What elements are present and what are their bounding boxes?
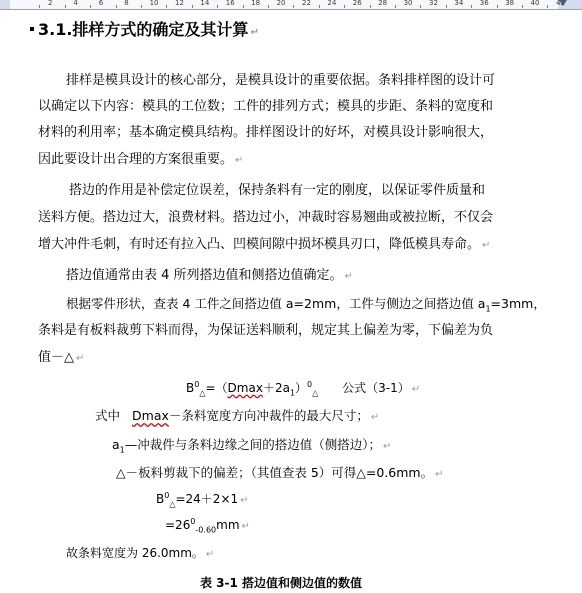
horizontal-ruler[interactable]: [0, 0, 582, 10]
para2-line-3: 增大冲件毛刺，有时还有拉入凸、凹模间隙中损坏模具刃口，降低模具寿命。 ↵: [38, 237, 491, 252]
ruler-tick: [166, 5, 167, 8]
ruler-number: 40: [530, 0, 540, 7]
ruler-number: 32: [429, 0, 438, 7]
paragraph-mark-icon: ↵: [250, 27, 259, 38]
para4-line-1: 根据零件形状，查表 4 工件之间搭边值 a=2mm，工件与侧边之间搭边值 $a_1=3mm$，: [66, 296, 546, 314]
ruler-tick: [39, 5, 40, 8]
paragraph-mark-icon: ↵: [235, 155, 244, 166]
para1-line-3: 材料的利用率；基本确定模具结构。排样图设计的好坏，对模具设计影响很大，: [38, 125, 494, 140]
ruler-tick: [243, 5, 244, 8]
ruler-tick: [370, 5, 371, 8]
ruler-number: 16: [225, 0, 235, 7]
ruler-tick: [522, 5, 523, 8]
ruler-tick: [116, 5, 117, 8]
ruler-tick: [319, 5, 320, 8]
document-page[interactable]: [0, 10, 582, 593]
ruler-number: 18: [251, 0, 261, 7]
ruler-tick: [471, 5, 472, 8]
ruler-tick: [192, 5, 193, 8]
paragraph-mark-icon: ↵: [482, 240, 491, 251]
ruler-number: 2: [48, 0, 53, 7]
ruler-tick: [293, 5, 294, 8]
ruler-number: 28: [378, 0, 388, 7]
where-dmax: 式中 Dmax－条料宽度方向冲裁件的最大尺寸； ↵: [95, 408, 380, 423]
paragraph-mark-icon: ↵: [344, 271, 353, 282]
ruler-number: 10: [149, 0, 159, 7]
para1-line-1: 排样是模具设计的核心部分，是模具设计的重要依据。条料排样图的设计可: [66, 73, 496, 88]
right-indent-marker[interactable]: [559, 0, 567, 6]
calc-line-2: $=26^0_{-0.60}mm$ ↵: [165, 517, 250, 535]
ruler-tick: [141, 5, 142, 8]
paragraph-mark-icon: ↵: [240, 495, 249, 506]
calc-line-1: $B^0_\triangle=24+2\times 1$ ↵: [156, 491, 249, 509]
para1-line-4: 因此要设计出合理的方案很重要。 ↵: [38, 152, 244, 167]
paragraph-mark-icon: ↵: [370, 412, 380, 423]
para4-line-2: 条料是有板料裁剪下料而得，为保证送料顺利，规定其上偏差为零，下偏差为负: [38, 323, 494, 338]
ruler-number: 30: [403, 0, 413, 7]
ruler-tick: [547, 5, 548, 8]
ruler-number: 4: [73, 0, 78, 7]
ruler-number: 8: [124, 0, 129, 7]
ruler-tick: [268, 5, 269, 8]
paragraph-mark-icon: ↵: [205, 549, 215, 560]
ruler-number: 22: [302, 0, 311, 7]
paragraph-mark-icon: ↵: [435, 469, 444, 480]
paragraph-mark-icon: ↵: [411, 384, 421, 395]
where-delta: △－板料剪裁下的偏差；（其值查表 5）可得△=0.6mm。 ↵: [116, 465, 444, 480]
ruler-number: 42: [556, 0, 565, 7]
spell-check-underline: Dmax: [132, 408, 169, 423]
para1-line-2: 以确定以下内容：模具的工位数；工件的排列方式；模具的步距、条料的宽度和: [38, 99, 494, 114]
ruler-tick: [217, 5, 218, 8]
ruler-tick: [65, 5, 66, 8]
ruler-number: 26: [352, 0, 362, 7]
ruler-tick: [90, 5, 91, 8]
ruler-number: 36: [479, 0, 489, 7]
ruler-number: 14: [200, 0, 210, 7]
paragraph-mark-icon: ↵: [76, 353, 85, 364]
ruler-tick: [344, 5, 345, 8]
ruler-scale: [10, 0, 565, 9]
para2-line-2: 送料方便。搭边过大，浪费材料。搭边过小，冲裁时容易翘曲或被拉断，不仅会: [38, 210, 494, 225]
ruler-number: 6: [98, 0, 104, 7]
para3: 搭边值通常由表 4 所列搭边值和侧搭边值确定。 ↵: [66, 268, 353, 283]
section-heading: 3.1.排样方式的确定及其计算 ↵: [30, 20, 259, 43]
formula-3-1: $B^0_\triangle=(Dmax+2a_1)^0_\triangle$ 公式（3-1） ↵: [186, 380, 421, 398]
ruler-tick: [395, 5, 396, 8]
ruler-number: 38: [505, 0, 515, 7]
conclusion: 故条料宽度为 26.0mm。 ↵: [66, 546, 215, 560]
ruler-number: 20: [276, 0, 286, 7]
ruler-tick: [446, 5, 447, 8]
ruler-number: 24: [327, 0, 337, 7]
ruler-tick: [497, 5, 498, 8]
where-a1: $a_1—$冲裁件与条料边缘之间的搭边值（侧搭边）； ↵: [112, 437, 392, 455]
paragraph-mark-icon: ↵: [383, 441, 392, 452]
ruler-number: 12: [175, 0, 184, 7]
table-caption: 表 3-1 搭边值和侧边值的数值: [200, 576, 363, 590]
para4-line-3: 值－△ ↵: [38, 350, 85, 365]
ruler-number: 34: [454, 0, 464, 7]
heading-bullet-icon: [30, 27, 34, 31]
paragraph-mark-icon: ↵: [241, 521, 250, 532]
ruler-tick: [420, 5, 421, 8]
spell-check-underline: Dmax: [227, 381, 263, 395]
para2-line-1: 搭边的作用是补偿定位误差，保持条料有一定的刚度，以保证零件质量和: [69, 183, 486, 198]
